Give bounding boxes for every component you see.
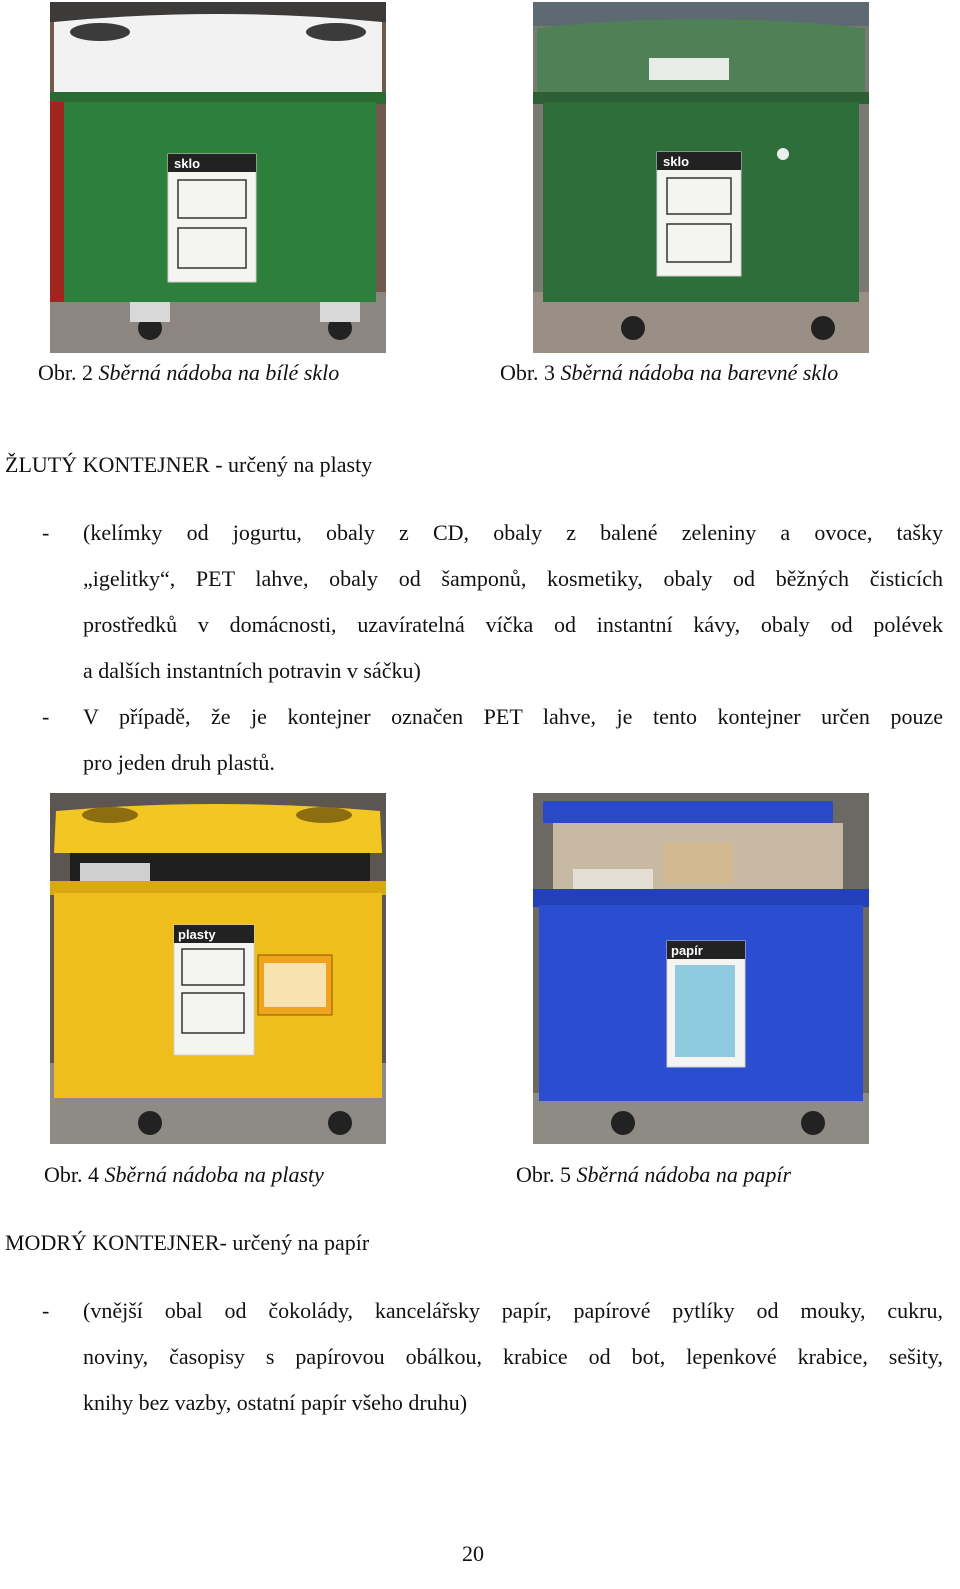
figure-number: Obr. 4 <box>44 1162 99 1187</box>
figure-caption-5 <box>516 1162 791 1188</box>
bullet-dash: - <box>42 704 50 729</box>
photo-paper-bin <box>533 793 869 1144</box>
sticker-title: papír <box>671 943 703 958</box>
bullet-line: prostředků v domácnosti, uzavíratelná víčka od instantní kávy, obaly od polévek <box>83 612 943 637</box>
figure-caption-text: Sběrná nádoba na barevné sklo <box>560 360 839 385</box>
sticker-title: sklo <box>174 156 201 171</box>
bin-lid <box>543 801 833 823</box>
bullet-line: a dalších instantních potravin v sáčku) <box>83 658 421 683</box>
section-heading-paper: MODRÝ KONTEJNER- určený na papír <box>5 1230 370 1255</box>
sticker-title: plasty <box>178 927 216 942</box>
sticker-title: sklo <box>663 154 690 169</box>
bullet-line: noviny, časopisy s papírovou obálkou, krabice od bot, lepenkové krabice, sešity, <box>83 1344 943 1369</box>
photo-white-glass-bin <box>50 2 386 353</box>
bin-lid <box>537 19 865 94</box>
figure-number: Obr. 2 <box>38 360 93 385</box>
bullet-line: (vnější obal od čokolády, kancelářsky papír, papírové pytlíky od mouky, cukru, <box>83 1298 943 1323</box>
bullet-line: (kelímky od jogurtu, obaly z CD, obaly z balené zeleniny a ovoce, tašky <box>83 520 943 545</box>
bullet-dash: - <box>42 1298 50 1323</box>
figure-caption-text: Sběrná nádoba na papír <box>576 1162 791 1187</box>
figure-caption-3 <box>500 360 838 386</box>
figure-caption-2 <box>38 360 339 386</box>
bullet-line: „igelitky“, PET lahve, obaly od šamponů, kosmetiky, obaly od běžných čisticích <box>83 566 943 591</box>
bullet-line: V případě, že je kontejner označen PET lahve, je tento kontejner určen pouze <box>83 704 943 729</box>
figure-number: Obr. 5 <box>516 1162 571 1187</box>
section-heading-plastics: ŽLUTÝ KONTEJNER - určený na plasty <box>5 452 373 477</box>
figure-caption-text: Sběrná nádoba na plasty <box>104 1162 324 1187</box>
photo-colored-glass-bin <box>533 2 869 353</box>
figure-number: Obr. 3 <box>500 360 555 385</box>
figure-caption-text: Sběrná nádoba na bílé sklo <box>98 360 340 385</box>
bullet-paper-items <box>0 1288 946 1426</box>
page-number: 20 <box>462 1541 484 1566</box>
bullet-dash: - <box>42 520 50 545</box>
figure-caption-4 <box>44 1162 324 1188</box>
bullet-line: pro jeden druh plastů. <box>83 750 275 775</box>
bullet-pet-note <box>0 694 946 786</box>
bullet-plastics-items <box>0 510 946 694</box>
photo-plastics-bin <box>50 793 386 1144</box>
bullet-line: knihy bez vazby, ostatní papír všeho druhu) <box>83 1390 468 1415</box>
bin-sticker <box>174 925 254 1055</box>
